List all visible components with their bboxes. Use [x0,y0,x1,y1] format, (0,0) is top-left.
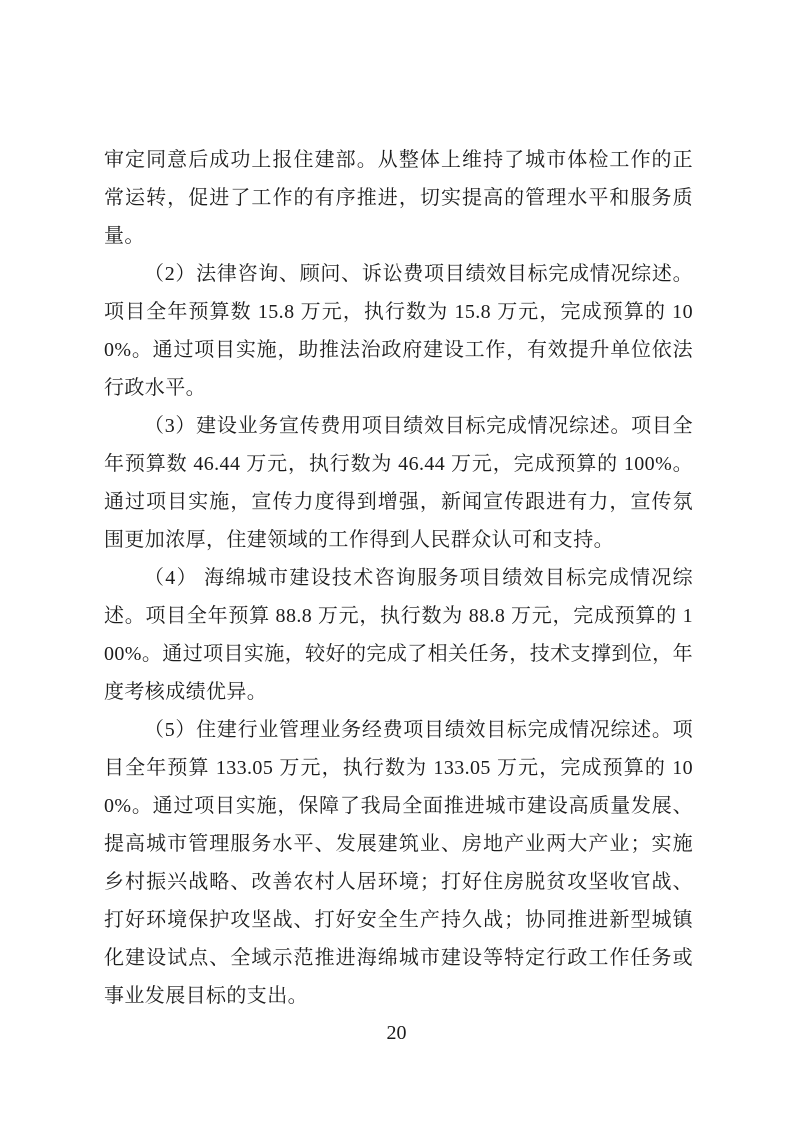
page-footer [0,1022,793,1045]
paragraph-item-5-industry-management-funds: （5）住建行业管理业务经费项目绩效目标完成情况综述。项目全年预算 133.05 万元，执行数为 133.05 万元，完成预算的 100%。通过项目实施，保障了我局全面推进城市建设高质量发展、提高城市管理服务水平、发展建筑业、房地产业两大产业；实施乡村振兴战略、改善农村人居环境；打好住房脱贫攻坚收官战、打好环境保护攻坚战、打好安全生产持久战；协同推进新型城镇化建设试点、全域示范推进海绵城市建设等特定行政工作任务或事业发展目标的支出。 [104,719,693,1007]
paragraph-item-4-sponge-city-consulting: （4） 海绵城市建设技术咨询服务项目绩效目标完成情况综述。项目全年预算 88.8 万元，执行数为 88.8 万元，完成预算的 100%。通过项目实施，较好的完成了相关任务，技术支撑到位，年度考核成绩优异。 [104,567,693,703]
paragraph-item-3-construction-publicity: （3）建设业务宣传费用项目绩效目标完成情况综述。项目全年预算数 46.44 万元，执行数为 46.44 万元，完成预算的 100%。通过项目实施，宣传力度得到增强，新闻宣传跟进有力，宣传氛围更加浓厚，住建领域的工作得到人民群众认可和支持。 [104,415,693,551]
paragraph-item-2-legal-consulting: （2）法律咨询、顾问、诉讼费项目绩效目标完成情况综述。项目全年预算数 15.8 万元，执行数为 15.8 万元，完成预算的 100%。通过项目实施，助推法治政府建设工作，有效提升单位依法行政水平。 [104,263,693,399]
document-body [104,141,693,1015]
paragraph-continuation: 审定同意后成功上报住建部。从整体上维持了城市体检工作的正常运转，促进了工作的有序推进，切实提高的管理水平和服务质量。 [104,149,693,247]
page-number: 20 [386,1022,407,1044]
